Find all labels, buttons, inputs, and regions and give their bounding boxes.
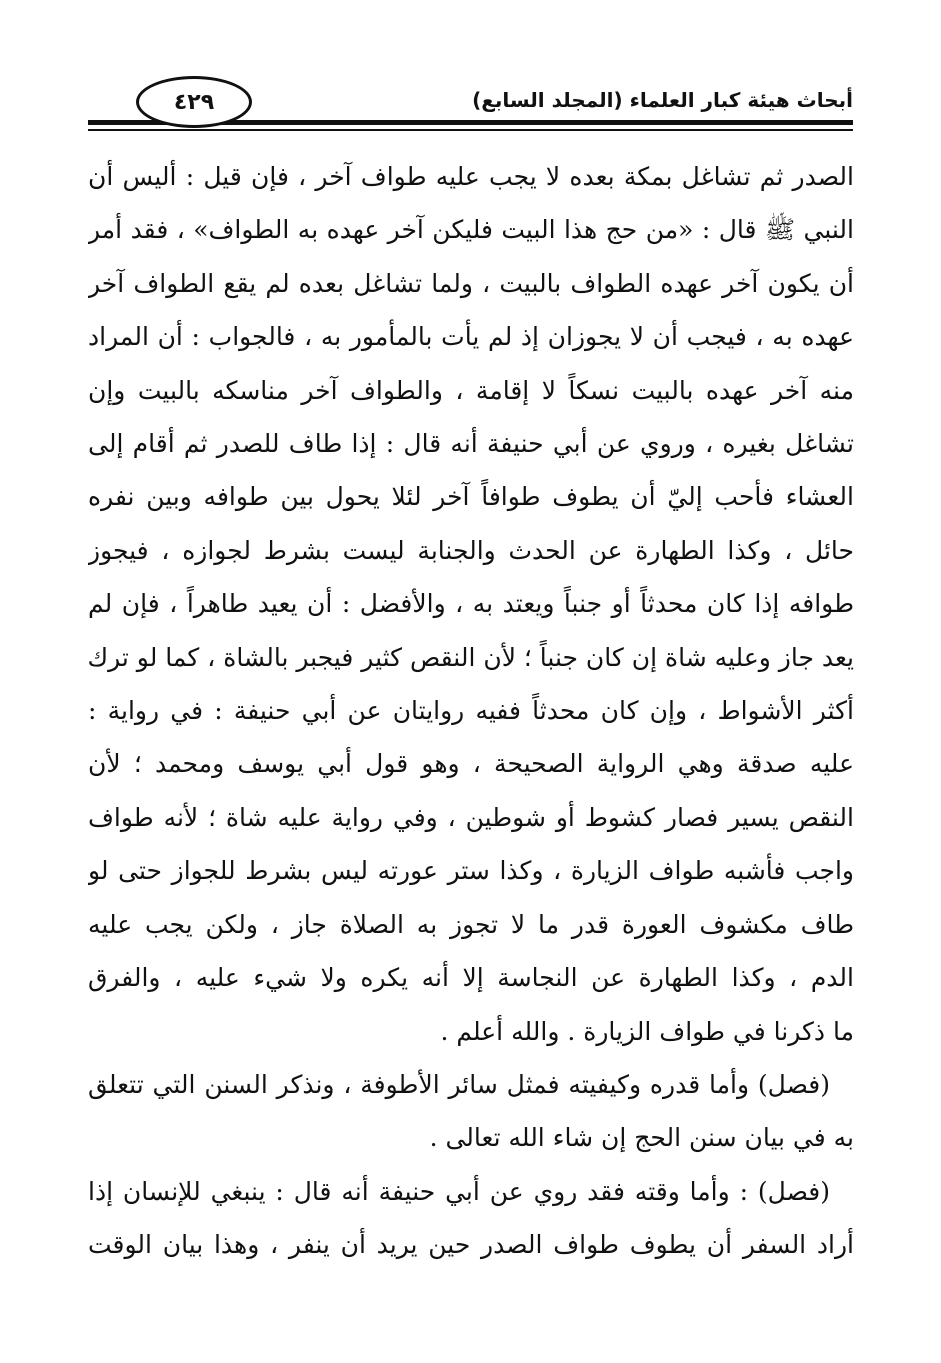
text-line: تشاغل بغيره ، وروي عن أبي حنيفة أنه قال : إذا طاف للصدر ثم أقام إلى — [88, 429, 854, 459]
paragraph — [88, 1165, 854, 1272]
text-line: أراد السفر أن يطوف طواف الصدر حين يريد أن ينفر ، وهذا بيان الوقت — [88, 1230, 854, 1260]
paragraph — [88, 150, 854, 1058]
text-line: منه آخر عهده بالبيت نسكاً لا إقامة ، والطواف آخر مناسكه بالبيت وإن — [88, 375, 854, 405]
page-header — [88, 72, 853, 138]
text-line: النقص يسير فصار كشوط أو شوطين ، وفي رواية عليه شاة ؛ لأنه طواف — [88, 802, 854, 832]
header-rule-thin — [88, 129, 853, 131]
text-line: عهده به ، فيجب أن لا يجوزان إذ لم يأت بالمأمور به ، فالجواب : أن المراد — [88, 322, 854, 352]
running-head: أبحاث هيئة كبار العلماء (المجلد السابع) — [472, 88, 853, 112]
text-line: طوافه إذا كان محدثاً أو جنباً ويعتد به ، والأفضل : أن يعيد طاهراً ، فإن لم — [88, 589, 854, 619]
text-line: النبي ﷺ قال : «من حج هذا البيت فليكن آخر عهده به الطواف» ، فقد أمر — [88, 215, 854, 245]
text-line: ما ذكرنا في طواف الزيارة . والله أعلم . — [440, 1016, 854, 1046]
page-number: ٤٢٩ — [173, 89, 215, 115]
page-number-frame — [136, 76, 252, 128]
text-line: الصدر ثم تشاغل بمكة بعده لا يجب عليه طواف آخر ، فإن قيل : أليس أن — [88, 162, 854, 191]
text-line: يعد جاز وعليه شاة إن كان جنباً ؛ لأن النقص كثير فيجبر بالشاة ، كما لو ترك — [88, 642, 854, 672]
text-line: العشاء فأحب إليّ أن يطوف طوافاً آخر لئلا يحول بين طوافه وبين نفره — [88, 482, 854, 512]
text-line: حائل ، وكذا الطهارة عن الحدث والجنابة ليست بشرط لجوازه ، فيجوز — [88, 535, 854, 565]
body-text — [88, 150, 854, 1272]
text-line: واجب فأشبه طواف الزيارة ، وكذا ستر عورته ليس بشرط للجواز حتى لو — [88, 856, 854, 886]
paragraph — [88, 1058, 854, 1165]
text-line: به في بيان سنن الحج إن شاء الله تعالى . — [429, 1123, 854, 1153]
text-line: عليه صدقة وهي الرواية الصحيحة ، وهو قول أبي يوسف ومحمد ؛ لأن — [88, 749, 854, 779]
text-line: أن يكون آخر عهده الطواف بالبيت ، ولما تشاغل بعده لم يقع الطواف آخر — [88, 268, 854, 298]
text-line: (فصل) : وأما وقته فقد روي عن أبي حنيفة أنه قال : ينبغي للإنسان إذا — [88, 1176, 830, 1206]
text-line: (فصل) وأما قدره وكيفيته فمثل سائر الأطوفة ، ونذكر السنن التي تتعلق — [88, 1069, 830, 1099]
text-line: طاف مكشوف العورة قدر ما لا تجوز به الصلاة جاز ، ولكن يجب عليه — [88, 909, 854, 939]
text-line: الدم ، وكذا الطهارة عن النجاسة إلا أنه يكره ولا شيء عليه ، والفرق — [88, 963, 854, 993]
text-line: أكثر الأشواط ، وإن كان محدثاً ففيه روايتان عن أبي حنيفة : في رواية : — [88, 696, 854, 726]
